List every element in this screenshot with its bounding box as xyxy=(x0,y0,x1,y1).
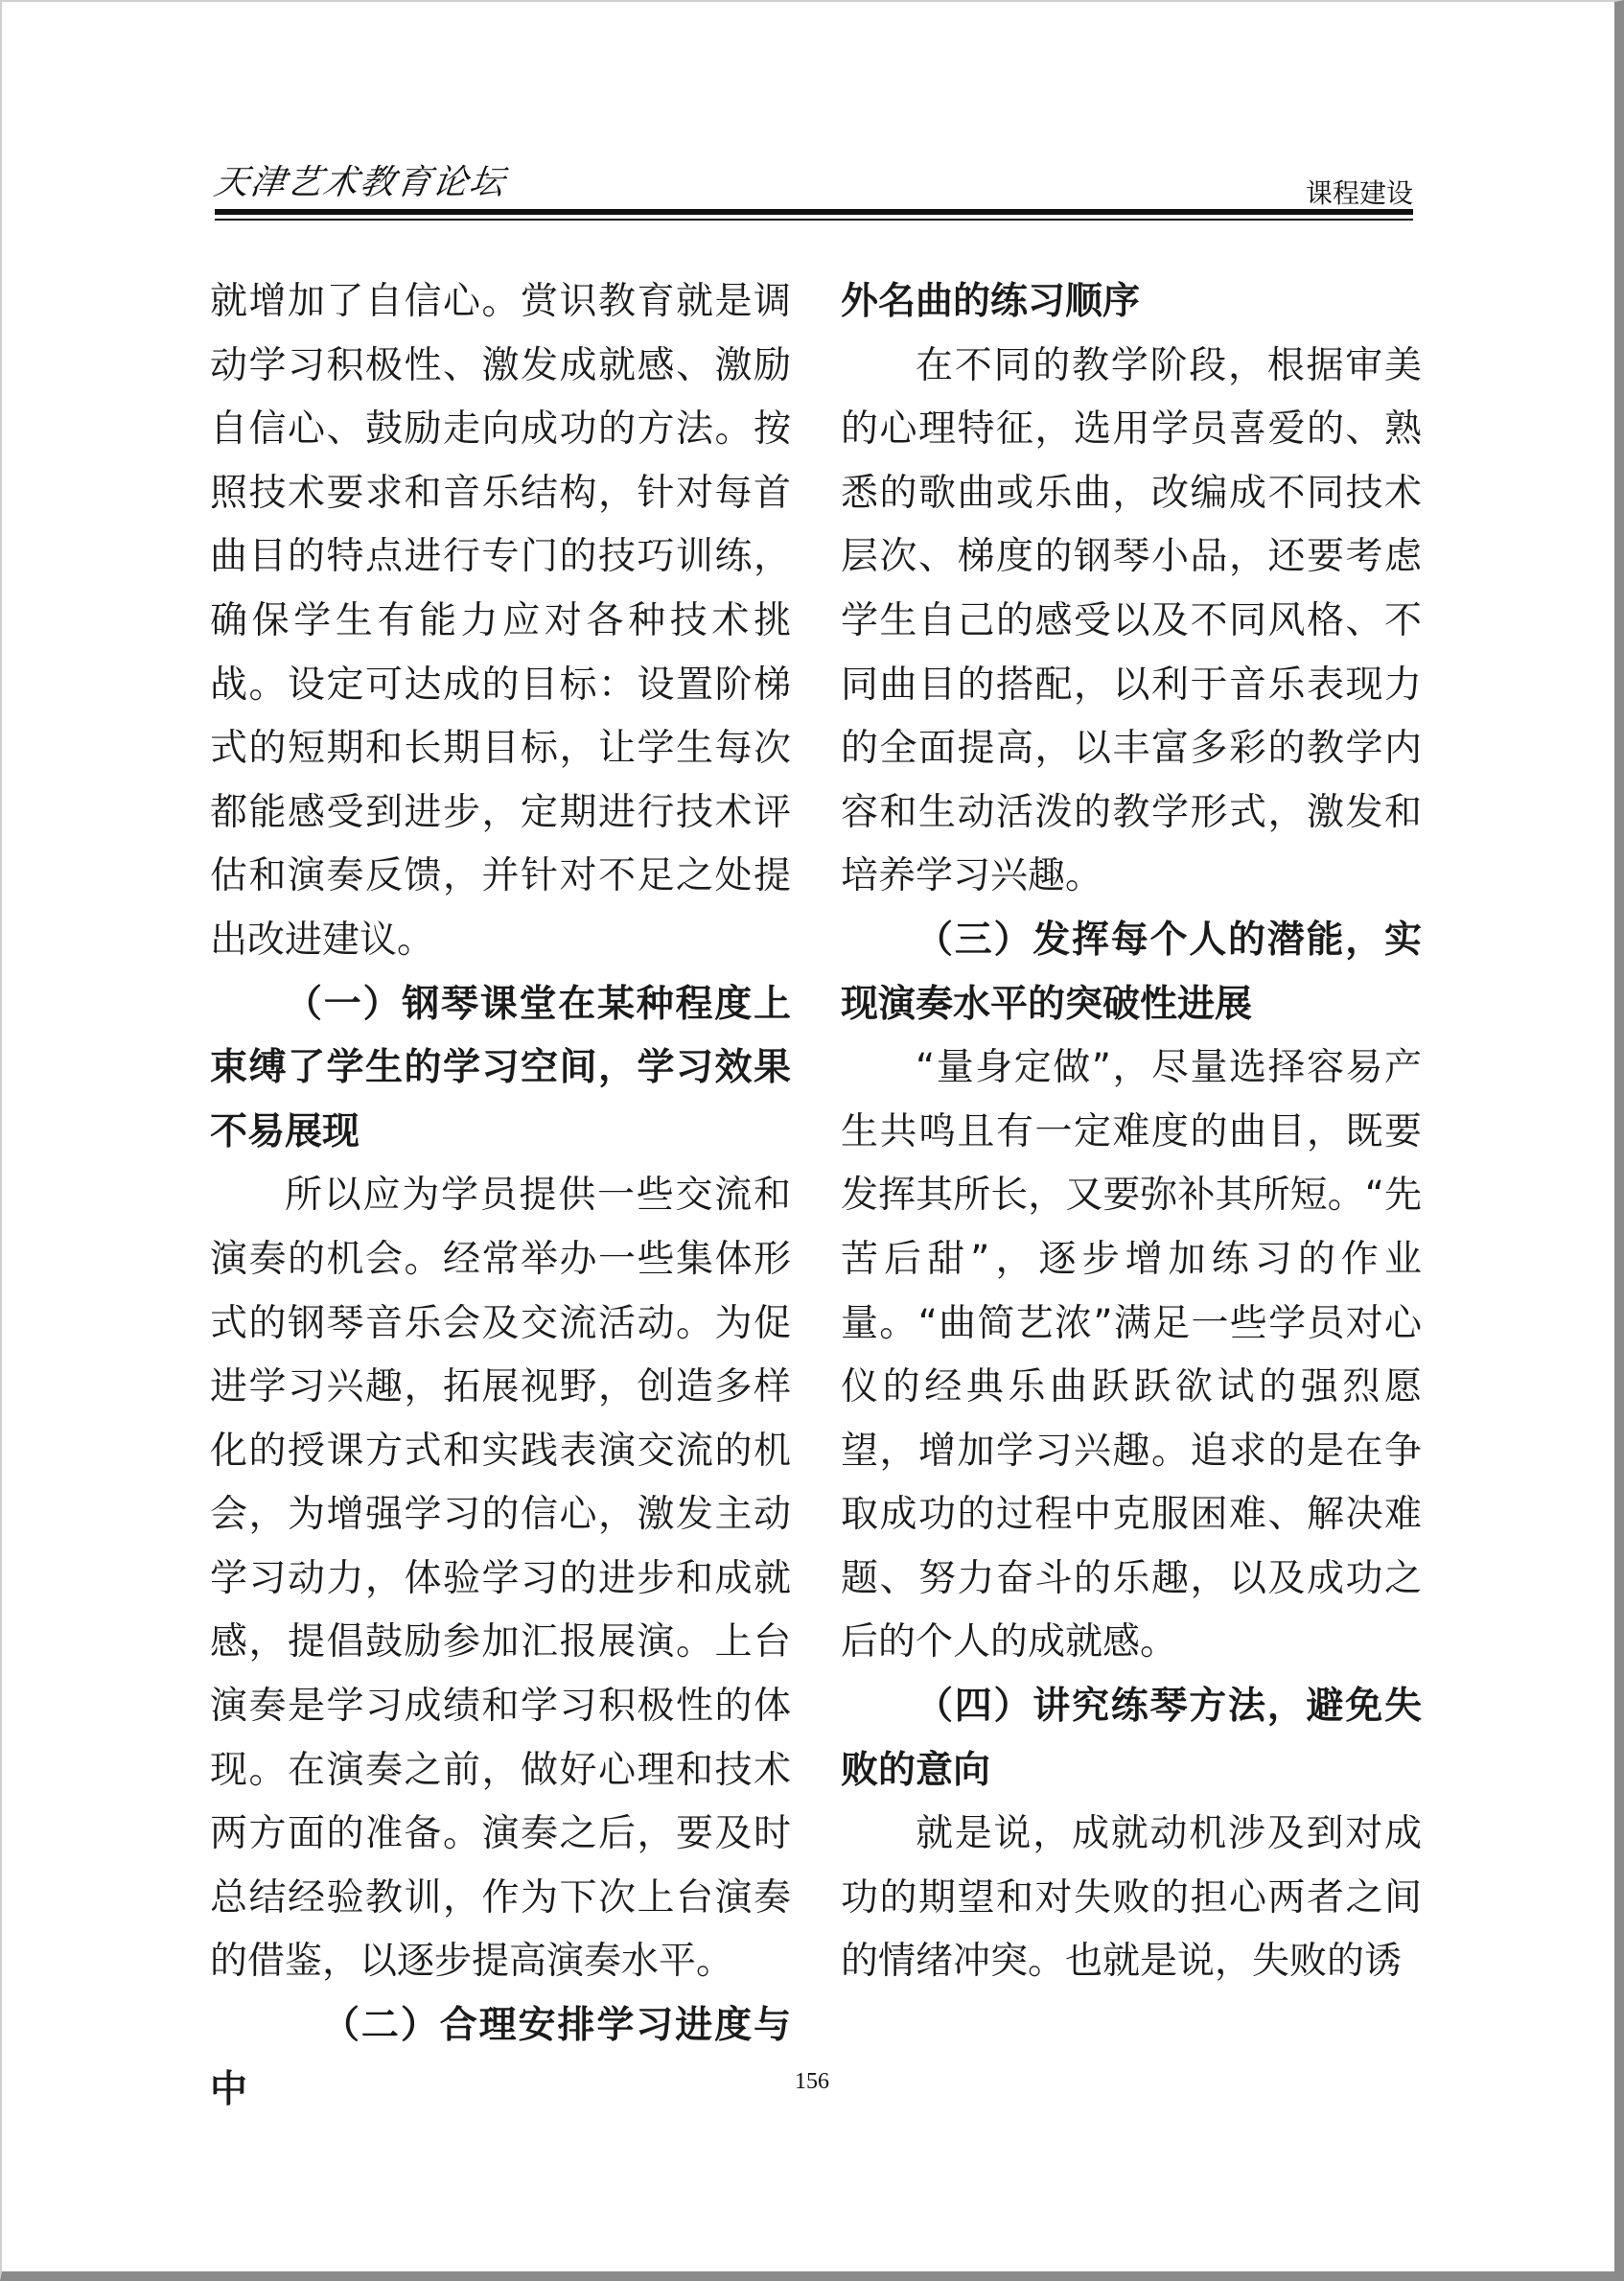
paragraph: 就是说，成就动机涉及到对成功的期望和对失败的担心两者之间的情绪冲突。也就是说，失败的诱 xyxy=(841,1812,1422,1984)
header-rule-thin xyxy=(215,219,1413,221)
journal-name: 天津艺术教育论坛 xyxy=(211,163,509,202)
paragraph: “量身定做”，尽量选择容易产生共鸣且有一定难度的曲目，既要发挥其所长，又要弥补其所短。“先苦后甜”，逐步增加练习的作业量。“曲简艺浓”满足一些学员对心仪的经典乐曲跃跃欲试的强烈愿望，增加学习兴趣。追求的是在争取成功的过程中克服困难、解决难题、努力奋斗的乐趣，以及成功之后的个人的成就感。 xyxy=(841,1046,1422,1664)
paragraph: 所以应为学员提供一些交流和演奏的机会。经常举办一些集体形式的钢琴音乐会及交流活动。为促进学习兴趣，拓展视野，创造多样化的授课方式和实践表演交流的机会，为增强学习的信心，激发主动学习动力，体验学习的进步和成就感，提倡鼓励参加汇报展演。上台演奏是学习成绩和学习积极性的体现。在演奏之前，做好心理和技术两方面的准备。演奏之后，要及时总结经验教训，作为下次上台演奏的借鉴，以逐步提高演奏水平。 xyxy=(210,1174,791,1984)
paragraph: 就增加了自信心。赏识教育就是调动学习积极性、激发成就感、激励自信心、鼓励走向成功的方法。按照技术要求和音乐结构，针对每首曲目的特点进行专门的技巧训练，确保学生有能力应对各种技术挑战。设定可达成的目标：设置阶梯式的短期和长期目标，让学生每次都能感受到进步，定期进行技术评估和演奏反馈，并针对不足之处提出改进建议。 xyxy=(210,280,791,962)
section-heading: （一）钢琴课堂在某种程度上束缚了学生的学习空间，学习效果不易展现 xyxy=(210,982,791,1153)
section-heading: （四）讲究练琴方法，避免失败的意向 xyxy=(841,1685,1422,1792)
section-title: 课程建设 xyxy=(1305,177,1413,209)
page-number: 156 xyxy=(795,2069,829,2094)
section-heading: （三）发挥每个人的潜能，实现演奏水平的突破性进展 xyxy=(841,918,1422,1026)
paragraph: 在不同的教学阶段，根据审美的心理特征，选用学员喜爱的、熟悉的歌曲或乐曲，改编成不同技术层次、梯度的钢琴小品，还要考虑学生自己的感受以及不同风格、不同曲目的搭配，以利于音乐表现力的全面提高，以丰富多彩的教学内容和生动活泼的教学形式，激发和培养学习兴趣。 xyxy=(841,343,1422,898)
section-heading: （二）合理安排学习进度与中 xyxy=(210,2004,791,2111)
header-rule-thick xyxy=(215,209,1413,215)
left-column xyxy=(210,270,791,2122)
section-heading-continued: 外名曲的练习顺序 xyxy=(841,280,1141,323)
right-column xyxy=(841,270,1422,1994)
